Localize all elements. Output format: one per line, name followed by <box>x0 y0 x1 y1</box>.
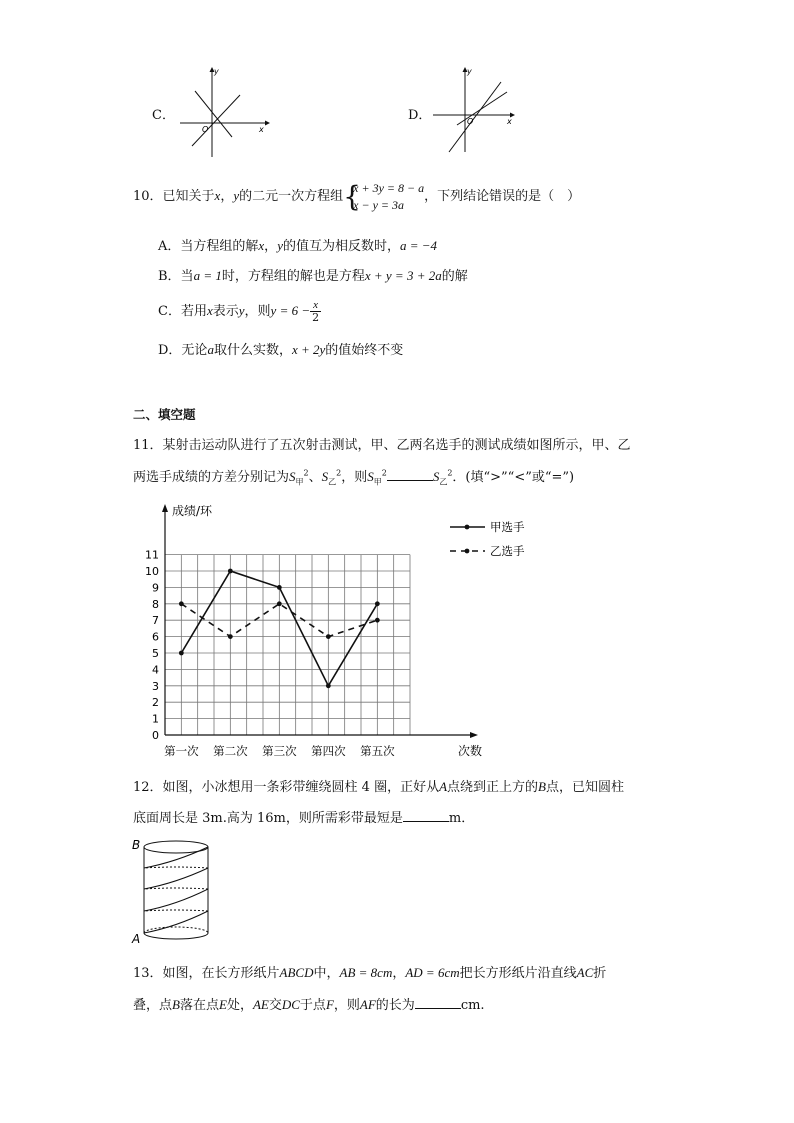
option-c-label: C． <box>152 108 175 123</box>
y-tick-label: 0 <box>152 729 159 742</box>
q10-stem: 10．已知关于x，y的二元一次方程组 { x + 3y = 8 − a x − y = 3a ，下列结论错误的是（ ） <box>133 179 581 213</box>
legend-label: 乙选手 <box>490 544 525 558</box>
q10-option-c: C．若用x表示y，则y = 6 − $\frac{x}{2}$ <box>158 299 320 324</box>
q12-answer-blank <box>403 809 449 822</box>
score-line-chart <box>140 500 560 765</box>
y-tick-labels <box>145 549 159 742</box>
data-point <box>228 569 233 574</box>
data-point <box>375 601 380 606</box>
d-line-1 <box>449 82 501 152</box>
q11-answer-blank <box>387 468 433 481</box>
cylinder-label-a: A <box>132 932 141 946</box>
c-line-2 <box>195 91 232 137</box>
data-point <box>228 634 233 639</box>
y-tick-label: 2 <box>152 696 159 710</box>
y-tick-label: 9 <box>152 581 159 595</box>
data-point <box>277 585 282 590</box>
q12-line1: 12．如图，小冰想用一条彩带缠绕圆柱 4 圈，正好从A点绕到正上方的B点，已知圆柱 <box>133 779 625 795</box>
cylinder-figure <box>128 835 218 947</box>
option-c-graph <box>170 62 270 162</box>
data-point <box>179 651 184 656</box>
d-axis-x: x <box>507 117 512 126</box>
x-axis-arrow <box>470 732 478 738</box>
data-point <box>179 601 184 606</box>
q13-answer-blank <box>415 996 461 1009</box>
x-tick-labels <box>164 744 395 758</box>
q10-option-b: B．当a = 1时，方程组的解也是方程x + y = 3 + 2a的解 <box>158 268 468 284</box>
data-point <box>375 618 380 623</box>
x-axis-label: 次数 <box>458 744 483 758</box>
y-axis-label: 成绩/环 <box>172 504 213 518</box>
data-point <box>277 601 282 606</box>
chart-axes <box>162 504 478 738</box>
q10-fraction: $\frac{x}{2}$ <box>312 299 320 324</box>
q13-line2: 叠，点B落在点E处，AE交DC于点F，则AF的长为 cm. <box>133 997 485 1013</box>
chart-legend <box>450 520 525 558</box>
y-tick-label: 10 <box>145 565 159 578</box>
y-tick-label: 8 <box>152 597 159 611</box>
legend-marker <box>465 525 470 530</box>
cylinder-label-b: B <box>132 838 141 852</box>
q11-line2: 两选手成绩的方差分别记为$S_甲^2$、$S_乙^2$，则$S_甲^2$ $S_乙^2$．(填“>”“<”或“=”) <box>133 468 575 487</box>
option-d-label: D． <box>408 108 432 123</box>
c-origin: O <box>202 125 209 134</box>
q10-option-d: D．无论a取什么实数，x + 2y的值始终不变 <box>158 342 404 358</box>
d-axis-y: y <box>467 67 472 76</box>
q11-line1: 11．某射击运动队进行了五次射击测试，甲、乙两名选手的测试成绩如图所示，甲、乙 <box>133 438 631 453</box>
c-axis-y: y <box>214 67 219 76</box>
y-tick-label: 1 <box>152 712 159 726</box>
option-d-graph <box>425 62 525 162</box>
y-tick-label: 6 <box>152 630 159 644</box>
y-tick-label: 11 <box>145 548 159 562</box>
x-tick-label: 第一次 <box>164 744 199 758</box>
x-tick-label: 第五次 <box>360 744 395 758</box>
x-tick-label: 第四次 <box>311 744 346 758</box>
q12-line2: 底面周长是 3m.高为 16m，则所需彩带最短是 m． <box>133 811 475 826</box>
legend-marker <box>465 549 470 554</box>
y-tick-label: 5 <box>152 647 159 660</box>
x-tick-label: 第二次 <box>213 744 248 758</box>
legend-label: 甲选手 <box>490 520 525 534</box>
chart-grid <box>165 555 410 735</box>
section-title: 二、填空题 <box>133 407 196 422</box>
y-tick-label: 4 <box>152 663 159 677</box>
data-point <box>326 683 331 688</box>
q10-option-a: A．当方程组的解x，y的值互为相反数时，a = −4 <box>158 238 438 254</box>
q10-equation-system: { x + 3y = 8 − a x − y = 3a <box>343 179 425 213</box>
data-point <box>326 634 331 639</box>
y-tick-label: 3 <box>152 679 159 693</box>
x-tick-label: 第三次 <box>262 744 297 758</box>
q13-line1: 13．如图，在长方形纸片ABCD中，AB = 8cm，AD = 6cm把长方形纸片沿直线AC折 <box>133 965 607 981</box>
d-origin: O <box>467 117 474 126</box>
c-line-1 <box>192 95 240 146</box>
y-axis-arrow <box>162 504 168 512</box>
c-axis-x: x <box>259 125 264 134</box>
y-tick-label: 7 <box>152 614 159 628</box>
